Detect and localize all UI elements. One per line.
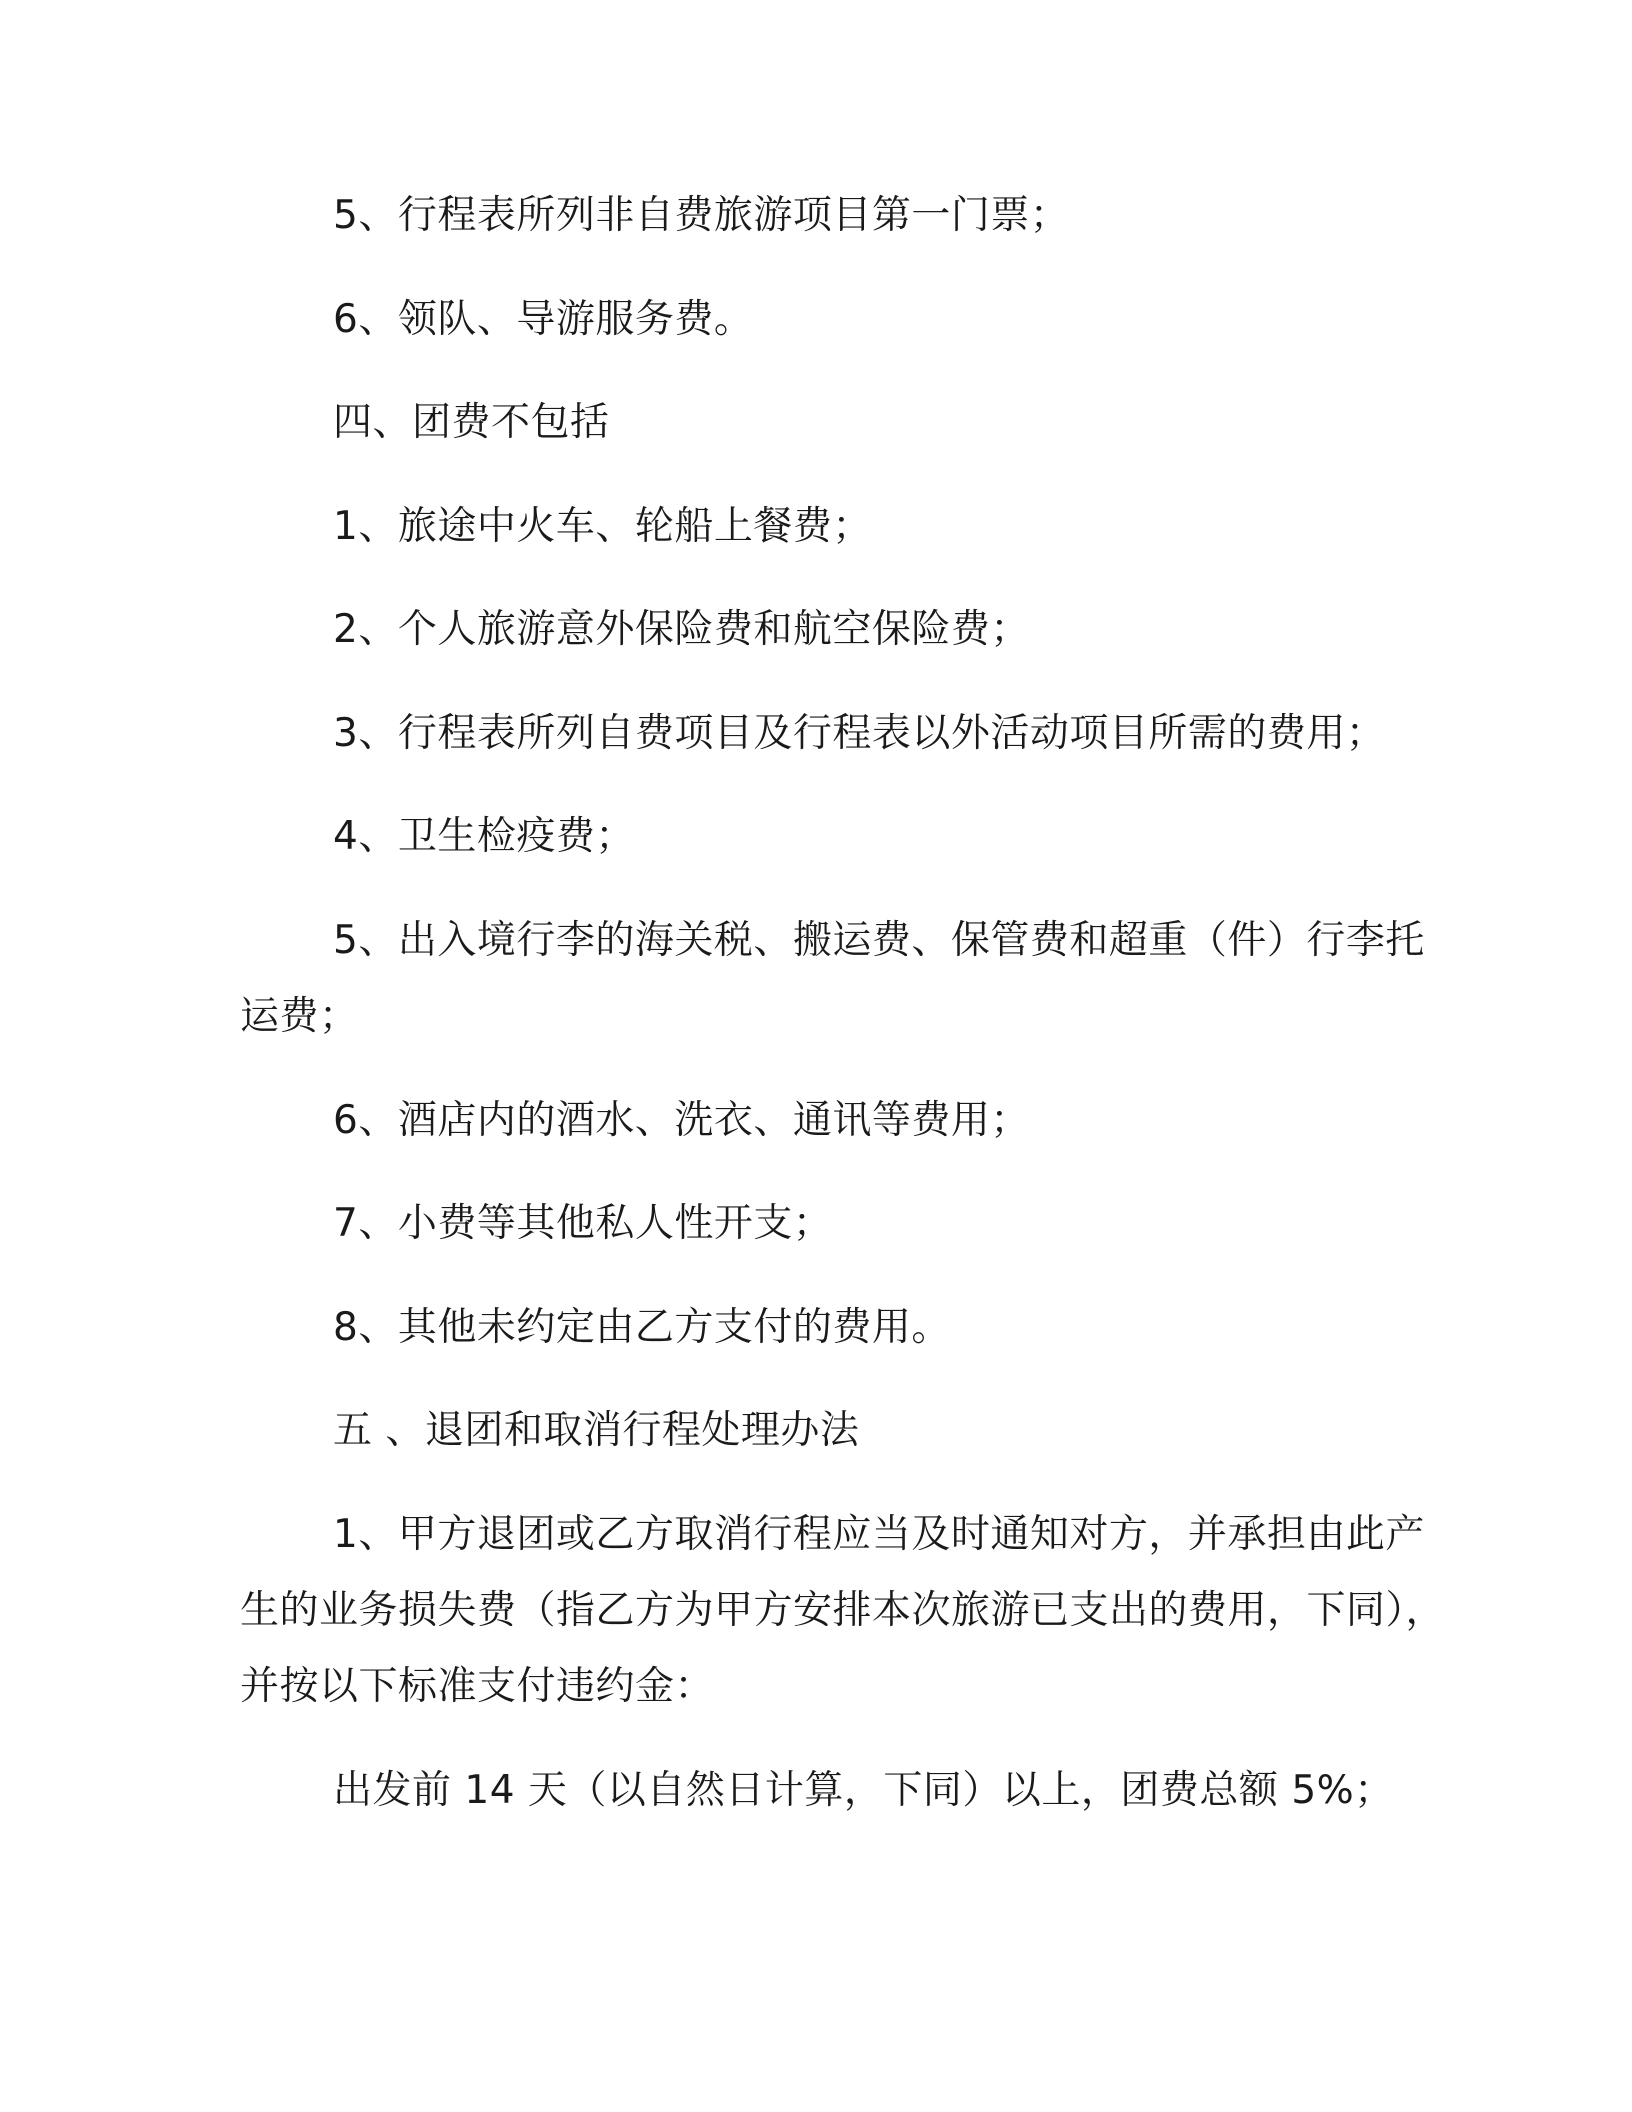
item-2-insurance: 2、个人旅游意外保险费和航空保险费； [333, 607, 1030, 652]
section-heading-4: 四、团费不包括 [333, 400, 610, 445]
paragraph-1-line-2: 生的业务损失费（指乙方为甲方安排本次旅游已支出的费用，下同）， [240, 1588, 1446, 1633]
item-5-luggage-cont: 运费； [240, 994, 359, 1039]
item-7-tips: 7、小费等其他私人性开支； [333, 1201, 833, 1246]
item-8-other: 8、其他未约定由乙方支付的费用。 [333, 1305, 951, 1350]
paragraph-1-line-1: 1、甲方退团或乙方取消行程应当及时通知对方，并承担由此产 [333, 1512, 1425, 1557]
penalty-14-days: 出发前 14 天（以自然日计算，下同）以上，团费总额 5%； [333, 1768, 1394, 1813]
item-6-guide-fee: 6、领队、导游服务费。 [333, 297, 754, 342]
item-5-luggage: 5、出入境行李的海关税、搬运费、保管费和超重（件）行李托 [333, 918, 1425, 963]
paragraph-1-line-3: 并按以下标准支付违约金： [240, 1664, 715, 1709]
item-5-first-ticket: 5、行程表所列非自费旅游项目第一门票； [333, 193, 1070, 238]
item-3-optional: 3、行程表所列自费项目及行程表以外活动项目所需的费用； [333, 711, 1386, 756]
item-1-meals: 1、旅途中火车、轮船上餐费； [333, 504, 872, 549]
section-heading-5: 五 、退团和取消行程处理办法 [333, 1408, 860, 1453]
item-6-hotel: 6、酒店内的酒水、洗衣、通讯等费用； [333, 1098, 1030, 1143]
item-4-quarantine: 4、卫生检疫费； [333, 814, 635, 859]
